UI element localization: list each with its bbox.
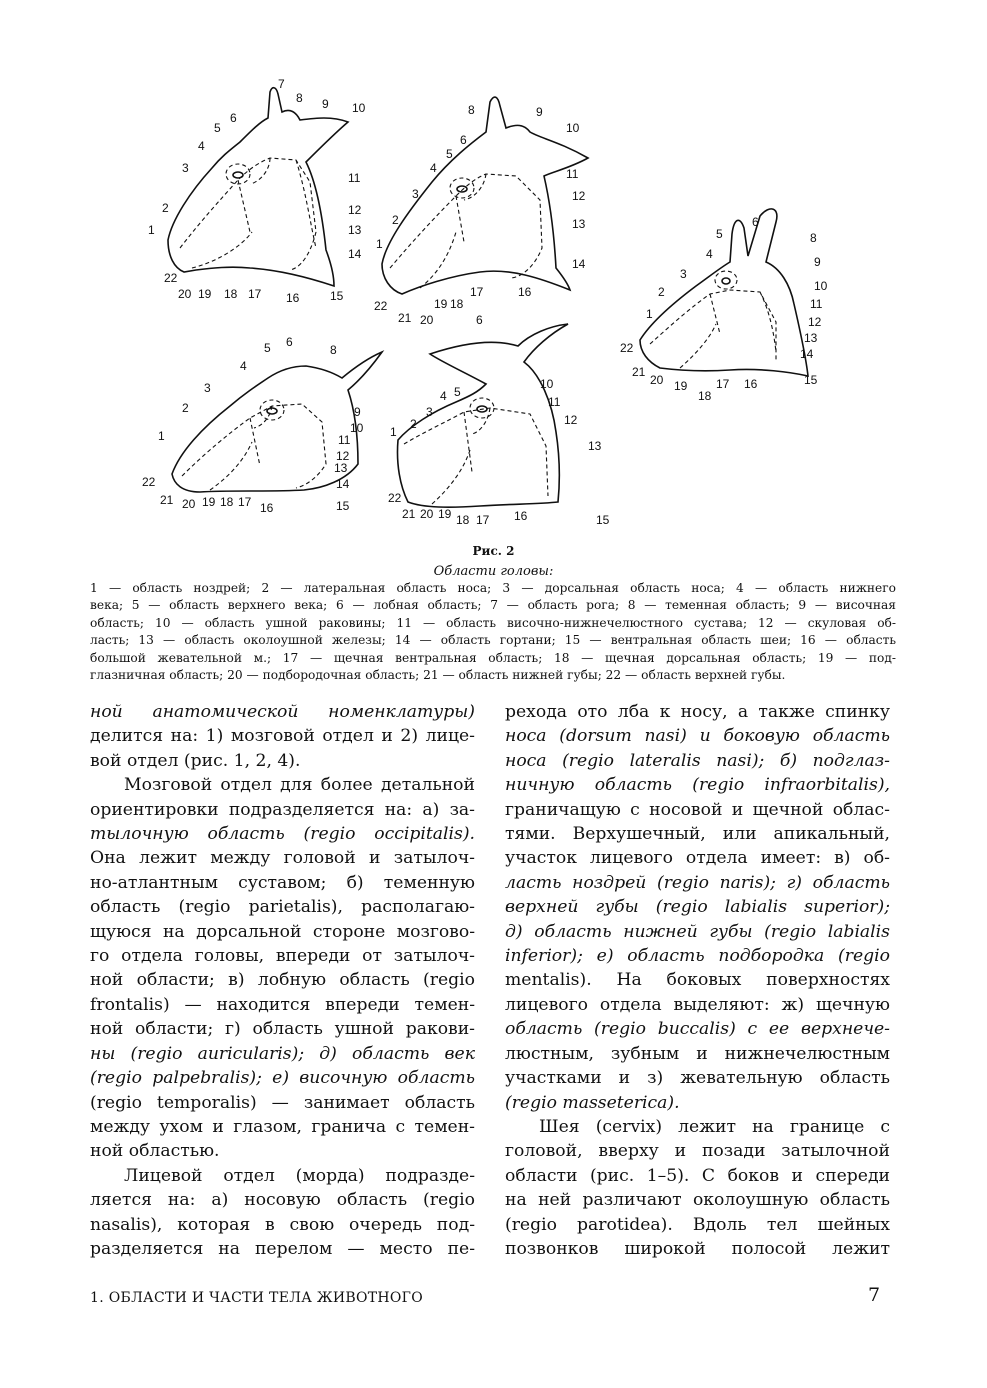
cow-head-illustration	[168, 88, 348, 286]
right-text-column	[505, 700, 890, 1261]
svg-text:2: 2	[182, 401, 189, 415]
page-number: 7	[868, 1284, 881, 1306]
svg-text:8: 8	[810, 231, 817, 245]
svg-text:13: 13	[588, 439, 602, 453]
left-text-column	[90, 700, 475, 1261]
legend-line: область; 10 — область ушной раковины; 11 — область височно-нижнечелюстного сустава; 12 — скуловая об-	[90, 615, 896, 630]
legend-line: века; 5 — область верхнего века; 6 — лобная область; 7 — область рога; 8 — теменная область; 9 — височная	[90, 598, 896, 613]
svg-text:15: 15	[596, 513, 610, 527]
figure-legend	[90, 580, 896, 684]
svg-text:6: 6	[230, 111, 237, 125]
svg-text:3: 3	[204, 381, 211, 395]
body-line: Мозговой отдел для более детальной	[124, 775, 475, 796]
svg-text:2: 2	[410, 417, 417, 431]
svg-text:14: 14	[800, 347, 814, 361]
body-line: Она лежит между головой и затылоч-	[90, 848, 475, 869]
svg-text:15: 15	[804, 373, 818, 387]
svg-text:22: 22	[164, 271, 178, 285]
svg-text:22: 22	[142, 475, 156, 489]
head-regions-figure	[120, 72, 880, 542]
svg-text:2: 2	[392, 213, 399, 227]
svg-text:21: 21	[160, 493, 174, 507]
svg-text:13: 13	[334, 461, 348, 475]
body-line: Шея (cervix) лежит на границе с	[539, 1116, 890, 1137]
svg-text:11: 11	[548, 395, 561, 409]
svg-text:16: 16	[286, 291, 300, 305]
svg-text:15: 15	[330, 289, 344, 303]
body-line: д) область нижней губы (regio labialis	[505, 921, 890, 942]
svg-text:6: 6	[752, 215, 759, 229]
svg-text:19: 19	[202, 495, 216, 509]
svg-text:10: 10	[540, 377, 554, 391]
body-line: разделяется на перелом — место пе-	[90, 1238, 475, 1259]
body-line: тылочную область (regio occipitalis).	[90, 824, 475, 845]
body-line: между ухом и глазом, гранича с темен-	[90, 1116, 475, 1137]
svg-text:17: 17	[476, 513, 490, 527]
svg-text:22: 22	[374, 299, 388, 313]
svg-text:19: 19	[198, 287, 212, 301]
svg-text:5: 5	[214, 121, 221, 135]
body-line: ной области; г) область ушной ракови-	[90, 1019, 475, 1040]
legend-line: большой жевательной м.; 17 — щечная вентральная область; 18 — щечная дорсальная область; 19 — под-	[90, 650, 896, 665]
body-line: ной анатомической номенклатуры)	[90, 702, 475, 722]
svg-text:22: 22	[388, 491, 402, 505]
svg-text:13: 13	[348, 223, 362, 237]
body-line: (regio parotidea). Вдоль тел шейных	[505, 1214, 890, 1235]
svg-text:1: 1	[390, 425, 397, 439]
body-line: Лицевой отдел (морда) подразде-	[124, 1165, 475, 1186]
svg-text:1: 1	[158, 429, 165, 443]
svg-text:17: 17	[716, 377, 730, 391]
body-line: frontalis) — находится впереди темен-	[90, 994, 475, 1015]
body-line: mentalis). На боковых поверхностях	[505, 970, 890, 991]
svg-text:6: 6	[286, 335, 293, 349]
svg-text:1: 1	[148, 223, 155, 237]
body-line: ничную область (regio infraorbitalis),	[505, 775, 890, 796]
svg-text:18: 18	[220, 495, 234, 509]
svg-text:14: 14	[572, 257, 586, 271]
svg-text:4: 4	[706, 247, 713, 261]
svg-text:16: 16	[514, 509, 528, 523]
body-line: (regio palpebralis); е) височную область	[90, 1068, 475, 1089]
rabbit-head-illustration	[640, 209, 808, 376]
svg-text:4: 4	[198, 139, 205, 153]
body-line: граничащую с носовой и щечной облас-	[505, 799, 890, 820]
svg-text:7: 7	[278, 77, 285, 91]
svg-text:9: 9	[536, 105, 543, 119]
body-line: рехода ото лба к носу, а также спинку	[505, 702, 890, 722]
body-line: го отдела головы, впереди от затылоч-	[90, 946, 475, 967]
svg-text:13: 13	[572, 217, 586, 231]
svg-text:4: 4	[440, 389, 447, 403]
svg-text:10: 10	[566, 121, 580, 135]
svg-text:18: 18	[698, 389, 712, 403]
body-line: ной областью.	[90, 1141, 220, 1162]
svg-text:2: 2	[658, 285, 665, 299]
svg-text:4: 4	[430, 161, 437, 175]
svg-text:4: 4	[240, 359, 247, 373]
running-head: 1. ОБЛАСТИ И ЧАСТИ ТЕЛА ЖИВОТНОГО	[90, 1290, 424, 1306]
svg-text:6: 6	[460, 133, 467, 147]
svg-text:16: 16	[744, 377, 758, 391]
svg-text:9: 9	[814, 255, 821, 269]
svg-text:6: 6	[476, 313, 483, 327]
legend-line: 1 — область ноздрей; 2 — латеральная область носа; 3 — дорсальная область носа; 4 — область нижнего	[90, 581, 896, 595]
svg-text:19: 19	[434, 297, 448, 311]
svg-text:19: 19	[674, 379, 688, 393]
svg-text:9: 9	[354, 405, 361, 419]
body-line: ны (regio auricularis); д) область век	[90, 1043, 475, 1064]
legend-line: глазничная область; 20 — подбородочная область; 21 — область нижней губы; 22 — область верхней губы.	[90, 668, 786, 683]
body-line: тями. Верхушечный, или апикальный,	[505, 824, 890, 845]
svg-text:11: 11	[566, 167, 579, 181]
body-line: щуюся на дорсальной стороне мозгово-	[90, 921, 475, 942]
body-line: ляется на: а) носовую область (regio	[90, 1190, 475, 1211]
svg-text:17: 17	[238, 495, 252, 509]
svg-text:5: 5	[454, 385, 461, 399]
body-line: ориентировки подразделяется на: а) за-	[90, 799, 475, 820]
body-line: участок лицевого отдела имеет: в) об-	[505, 848, 890, 869]
svg-text:21: 21	[398, 311, 412, 325]
svg-text:21: 21	[632, 365, 646, 379]
svg-text:8: 8	[330, 343, 337, 357]
svg-text:20: 20	[420, 313, 434, 327]
body-line: лицевого отдела выделяют: ж) щечную	[505, 994, 890, 1015]
body-line: головой, вверху и позади затылочной	[505, 1141, 890, 1162]
svg-text:22: 22	[620, 341, 634, 355]
svg-text:15: 15	[336, 499, 350, 513]
svg-text:8: 8	[296, 91, 303, 105]
svg-text:18: 18	[224, 287, 238, 301]
body-line: на ней различают околоушную область	[505, 1190, 890, 1211]
svg-text:3: 3	[426, 405, 433, 419]
svg-text:18: 18	[450, 297, 464, 311]
body-line: ной области; в) лобную область (regio	[90, 970, 475, 991]
body-line: области (рис. 1–5). С боков и спереди	[505, 1165, 890, 1186]
svg-text:14: 14	[348, 247, 362, 261]
body-line: вой отдел (рис. 1, 2, 4).	[90, 750, 301, 771]
svg-text:12: 12	[564, 413, 578, 427]
body-line: верхней губы (regio labialis superior);	[505, 897, 890, 918]
svg-text:1: 1	[376, 237, 383, 251]
svg-text:1: 1	[646, 307, 653, 321]
svg-text:17: 17	[248, 287, 262, 301]
region-number-labels	[142, 77, 828, 527]
svg-text:5: 5	[446, 147, 453, 161]
legend-line: ласть; 13 — область околоушной железы; 14 — область гортани; 15 — вентральная область шеи; 16 — область	[90, 633, 896, 648]
svg-text:12: 12	[336, 449, 350, 463]
svg-text:14: 14	[336, 477, 350, 491]
body-line: позвонков широкой полосой лежит	[505, 1238, 890, 1259]
svg-text:2: 2	[162, 201, 169, 215]
svg-text:12: 12	[808, 315, 822, 329]
svg-text:20: 20	[178, 287, 192, 301]
body-line: люстным, зубным и нижнечелюстным	[505, 1043, 890, 1064]
svg-text:18: 18	[456, 513, 470, 527]
svg-text:8: 8	[468, 103, 475, 117]
svg-text:5: 5	[264, 341, 271, 355]
svg-text:5: 5	[716, 227, 723, 241]
svg-text:11: 11	[338, 433, 351, 447]
svg-text:10: 10	[352, 101, 366, 115]
svg-text:3: 3	[680, 267, 687, 281]
body-line: (regio temporalis) — занимает область	[90, 1092, 475, 1113]
svg-text:19: 19	[438, 507, 452, 521]
svg-text:17: 17	[470, 285, 484, 299]
body-line: (regio masseterica).	[505, 1092, 680, 1113]
svg-text:12: 12	[348, 203, 362, 217]
body-line: область (regio parietalis), располагаю-	[90, 897, 475, 918]
svg-text:16: 16	[260, 501, 274, 515]
svg-text:11: 11	[810, 297, 823, 311]
svg-text:10: 10	[350, 421, 364, 435]
body-line: участками и з) жевательную область	[505, 1068, 890, 1089]
svg-text:21: 21	[402, 507, 416, 521]
figure-title: Области головы:	[433, 564, 554, 579]
body-line: inferior); е) область подбородка (regio	[505, 946, 890, 967]
body-line: область (regio buccalis) с ее верхнече-	[505, 1019, 890, 1040]
body-line: но-атлантным суставом; б) теменную	[90, 872, 475, 893]
body-line: делится на: 1) мозговой отдел и 2) лице-	[90, 726, 475, 747]
svg-text:3: 3	[182, 161, 189, 175]
body-line: nasalis), которая в свою очередь под-	[90, 1214, 475, 1235]
svg-text:10: 10	[814, 279, 828, 293]
svg-text:11: 11	[348, 171, 361, 185]
svg-text:20: 20	[182, 497, 196, 511]
svg-text:16: 16	[518, 285, 532, 299]
body-line: носа (dorsum nasi) и боковую область	[505, 726, 890, 747]
svg-text:12: 12	[572, 189, 586, 203]
svg-text:20: 20	[420, 507, 434, 521]
dog-head-illustration	[397, 324, 568, 507]
svg-text:20: 20	[650, 373, 664, 387]
body-line: ласть ноздрей (regio naris); г) область	[505, 872, 890, 893]
svg-text:3: 3	[412, 187, 419, 201]
svg-text:13: 13	[804, 331, 818, 345]
svg-text:9: 9	[322, 97, 329, 111]
body-line: носа (regio lateralis nasi); б) подглаз-	[505, 750, 890, 771]
figure-label: Рис. 2	[472, 544, 515, 558]
